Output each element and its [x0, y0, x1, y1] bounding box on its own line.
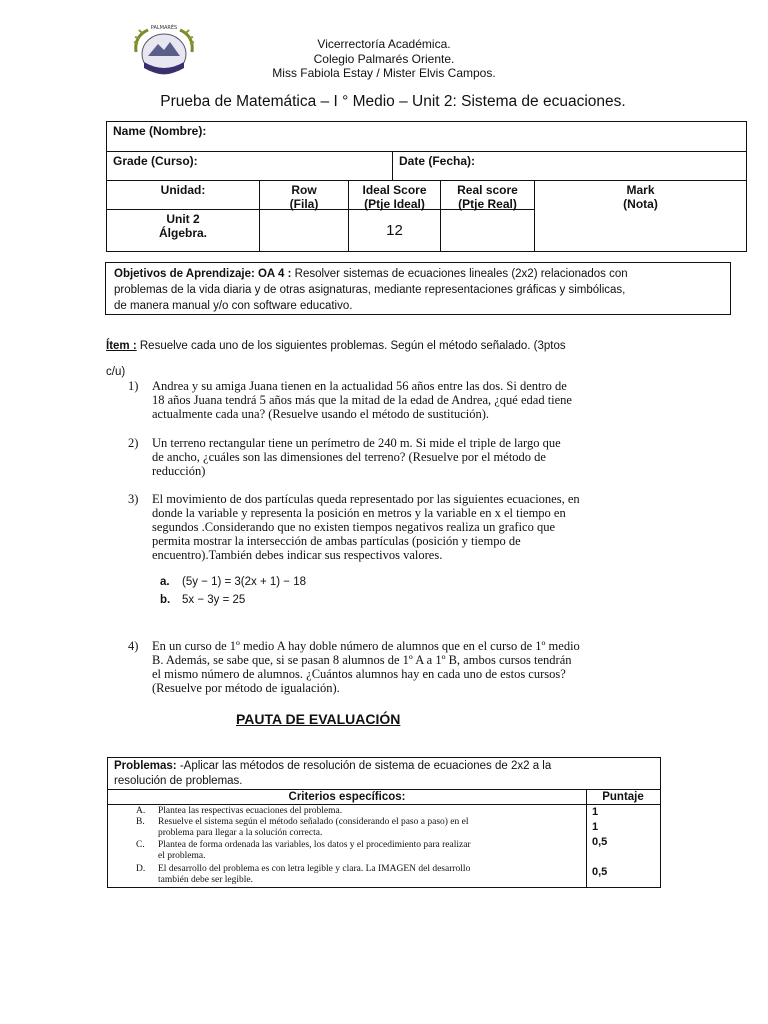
column-divider	[586, 804, 587, 887]
question-line: permita mostrar la intersección de ambas partículas (posición y tiempo de	[152, 534, 521, 548]
name-label: Name (Nombre):	[113, 124, 207, 138]
item-instructions	[106, 333, 706, 385]
problems-label: Problemas:	[114, 760, 177, 772]
question-number: 3)	[128, 492, 139, 506]
question-line: donde la variable y representa la posición en metros y la variable en x el tiempo en	[152, 506, 566, 520]
question-3	[128, 492, 660, 562]
mark-cell[interactable]: Mark (Nota)	[534, 180, 747, 252]
question-number: 1)	[128, 379, 139, 393]
question-line: B. Además, se sabe que, si se pasan 8 alumnos de 1º A a 1º B, ambos cursos tendrán	[152, 653, 572, 667]
objectives-text-3: de manera manual y/o con software educativo.	[114, 300, 353, 312]
problems-text: -Aplicar las métodos de resolución de sistema de ecuaciones de 2x2 a la	[176, 760, 552, 772]
criterion-b-letter: B.	[136, 817, 145, 827]
question-1	[128, 379, 660, 421]
problems-text: resolución de problemas.	[114, 775, 243, 787]
question-line: 18 años Juana tendrá 5 años más que la mitad de la edad de Andrea, ¿qué edad tiene	[152, 393, 572, 407]
criterion-a-letter: A.	[136, 806, 146, 816]
date-label: Date (Fecha):	[399, 154, 476, 168]
criterion-line: Plantea las respectivas ecuaciones del problema.	[158, 806, 343, 816]
header-school: Colegio Palmarés Oriente.	[313, 52, 455, 66]
real-score-value-cell[interactable]	[440, 209, 535, 252]
criterion-b-points: 1	[592, 821, 599, 833]
question-2	[128, 436, 660, 478]
problems-header	[108, 758, 660, 790]
question-line: (Resuelve por método de igualación).	[152, 681, 340, 695]
question-line: Un terreno rectangular tiene un perímetro de 240 m. Si mide el triple de largo que	[152, 436, 561, 450]
page-title: Prueba de Matemática – I ° Medio – Unit 2: Sistema de ecuaciones.	[160, 93, 626, 110]
question-line: En un curso de 1º medio A hay doble número de alumnos que en el curso de 1º medio	[152, 639, 580, 653]
equation-expression: 5x − 3y = 25	[182, 594, 246, 606]
date-cell[interactable]	[392, 151, 747, 181]
item-text-1: Resuelve cada uno de los siguientes problemas. Según el método señalado. (3ptos	[136, 340, 566, 352]
row-header: Row (Fila)	[259, 180, 349, 210]
criterion-line: también debe ser legible.	[158, 875, 253, 885]
question-number: 4)	[128, 639, 139, 653]
objectives-text-2: problemas de la vida diaria y de otras asignaturas, mediante representaciones gráficas y simbólicas,	[114, 284, 626, 296]
question-line: encuentro).También debes indicar sus respectivos valores.	[152, 548, 443, 562]
equation-label: a.	[160, 576, 170, 588]
criterion-d-letter: D.	[136, 864, 146, 874]
question-line: de ancho, ¿cuáles son las dimensiones del terreno? (Resuelve por el método de	[152, 450, 546, 464]
item-text-2: c/u)	[106, 366, 126, 378]
real-score-header: Real score (Ptje Real)	[440, 180, 535, 210]
criteria-header: Criterios específicos:	[108, 790, 587, 805]
unidad-header: Unidad:	[106, 180, 260, 210]
header-teachers: Miss Fabiola Estay / Mister Elvis Campos.	[272, 66, 496, 80]
criterion-d-points: 0,5	[592, 866, 608, 878]
question-line: el mismo número de alumnos. ¿Cuántos alumnos hay en cada uno de estos cursos?	[152, 667, 566, 681]
equation-b	[160, 594, 245, 606]
ideal-score-value: 12	[348, 209, 441, 252]
points-header: Puntaje	[586, 790, 660, 805]
objectives-text-1: Resolver sistemas de ecuaciones lineales (2x2) relacionados con	[291, 268, 628, 280]
name-cell[interactable]	[106, 121, 747, 152]
criterion-line: Plantea de forma ordenada las variables, los datos y el procedimiento para realizar	[158, 840, 471, 850]
svg-text:PALMARÉS: PALMARÉS	[150, 25, 178, 31]
criterion-line: El desarrollo del problema es con letra legible y clara. La IMAGEN del desarrollo	[158, 864, 471, 874]
grade-label: Grade (Curso):	[113, 154, 198, 168]
objectives-box	[105, 262, 731, 315]
criterion-line: Resuelve el sistema según el método señalado (considerando el paso a paso) en el	[158, 817, 469, 827]
criterion-c-letter: C.	[136, 840, 145, 850]
criterion-b	[158, 817, 582, 839]
criterion-a-points: 1	[592, 806, 599, 818]
equation-label: b.	[160, 594, 171, 606]
equation-a	[160, 576, 306, 588]
student-info-table	[106, 121, 748, 252]
question-line: reducción)	[152, 464, 206, 478]
criterion-line: problema para llegar a la solución correcta.	[158, 828, 323, 838]
question-line: Andrea y su amiga Juana tienen en la actualidad 56 años entre las dos. Si dentro de	[152, 379, 567, 393]
equation-expression: (5y − 1) = 3(2x + 1) − 18	[182, 576, 307, 588]
criterion-line: el problema.	[158, 851, 206, 861]
question-number: 2)	[128, 436, 139, 450]
objectives-label: Objetivos de Aprendizaje: OA 4 :	[114, 268, 292, 280]
grade-cell[interactable]	[106, 151, 393, 181]
header-vicerrectoria: Vicerrectoría Académica.	[317, 37, 451, 51]
criterion-a	[158, 806, 582, 817]
question-line: segundos .Considerando que no existen tiempos negativos realiza un grafico que	[152, 520, 556, 534]
criterion-c-points: 0,5	[592, 836, 608, 848]
question-4	[128, 639, 664, 695]
question-line: actualmente cada una? (Resuelve usando el método de sustitución).	[152, 407, 490, 421]
criterion-c	[158, 840, 582, 862]
ideal-score-header: Ideal Score (Ptje Ideal)	[348, 180, 441, 210]
row-value-cell[interactable]	[259, 209, 349, 252]
question-line: El movimiento de dos partículas queda representado por las siguientes ecuaciones, en	[152, 492, 580, 506]
item-label: Ítem :	[106, 340, 137, 352]
criterion-d	[158, 864, 582, 886]
pauta-title: PAUTA DE EVALUACIÓN	[236, 711, 401, 727]
unit-value-cell: Unit 2 Álgebra.	[106, 209, 260, 252]
